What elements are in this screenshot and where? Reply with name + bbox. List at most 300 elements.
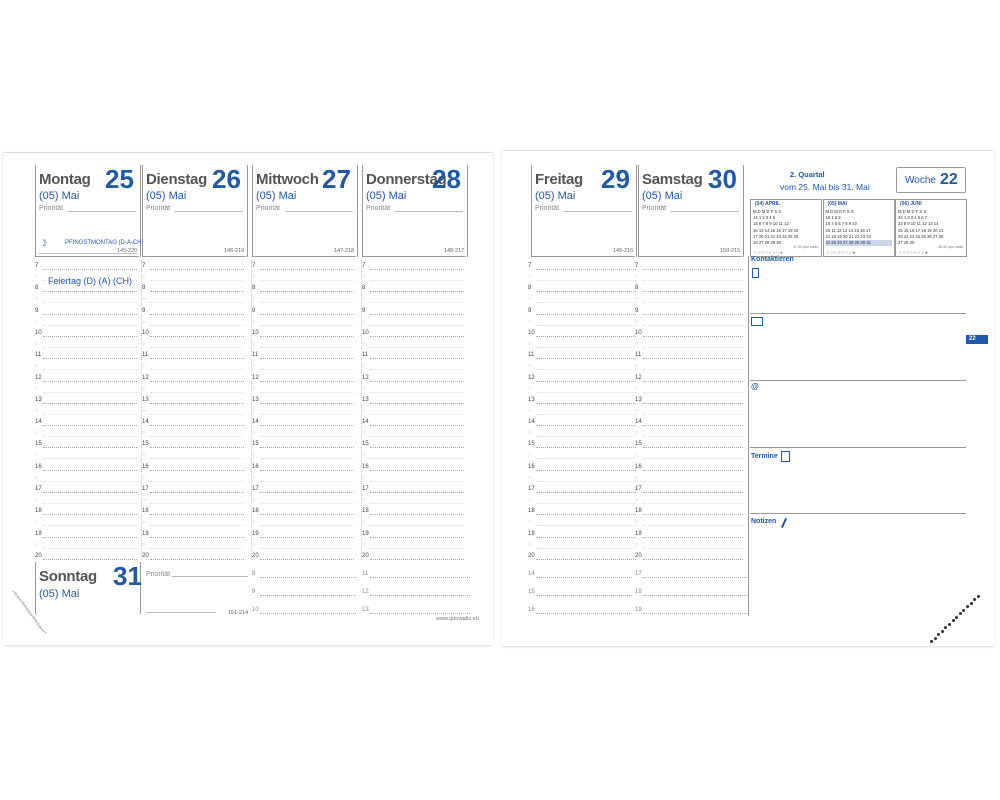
hour-label: 12 xyxy=(528,374,535,381)
hour-line xyxy=(643,559,743,560)
half-hour-mark: ○ xyxy=(252,318,256,325)
day-name: Montag xyxy=(39,171,91,188)
half-hour-line xyxy=(150,481,244,482)
hour-line xyxy=(643,470,743,471)
half-hour-line xyxy=(150,392,244,393)
half-hour-line xyxy=(536,503,636,504)
hour-line xyxy=(370,577,470,578)
hour-line xyxy=(370,269,464,270)
half-hour-mark: ○ xyxy=(362,541,366,548)
half-hour-mark: ○ xyxy=(252,452,256,459)
mini-calendar-title: (06) JUNI xyxy=(900,201,922,207)
mini-calendar-row: 20 11 12 13 14 15 16 17 xyxy=(825,227,871,233)
day-name: Samstag xyxy=(642,171,703,188)
hour-label: 12 xyxy=(142,374,149,381)
half-hour-line xyxy=(643,503,743,504)
half-hour-mark: ○ xyxy=(252,519,256,526)
hour-label: 16 xyxy=(528,607,535,613)
half-hour-line xyxy=(150,503,244,504)
hour-label: 11 xyxy=(142,352,149,359)
hour-line xyxy=(43,514,137,515)
hour-label: 12 xyxy=(362,374,369,381)
hour-label: 17 xyxy=(528,486,535,492)
day-code: 148-217 xyxy=(444,248,465,254)
half-hour-line xyxy=(370,436,464,437)
half-hour-line xyxy=(370,481,464,482)
half-hour-mark: ○ xyxy=(252,340,256,347)
mini-calendar-note: 48-50 quo vadis xyxy=(938,245,963,249)
half-hour-mark: ○ xyxy=(635,430,639,437)
half-hour-line xyxy=(370,525,464,526)
hour-line xyxy=(536,447,636,448)
half-hour-mark: ○ xyxy=(35,541,39,548)
hour-label: 17 xyxy=(635,571,642,577)
hour-line xyxy=(643,613,747,614)
hour-label: 16 xyxy=(362,463,369,470)
week-range: vom 25. Mai bis 31. Mai xyxy=(780,182,870,192)
half-hour-mark: ○ xyxy=(142,296,146,303)
day-name: Dienstag xyxy=(146,171,207,188)
half-hour-mark: ○ xyxy=(362,296,366,303)
half-hour-line xyxy=(150,525,244,526)
hour-label: 8 xyxy=(35,285,39,292)
half-hour-line xyxy=(43,458,137,459)
hour-line xyxy=(43,336,137,337)
half-hour-line xyxy=(260,414,354,415)
half-hour-line xyxy=(150,325,244,326)
half-hour-line xyxy=(536,548,636,549)
hour-label: 15 xyxy=(362,441,369,448)
hour-line xyxy=(150,381,244,382)
half-hour-mark: ○ xyxy=(635,519,639,526)
half-hour-mark: ○ xyxy=(528,519,532,526)
hour-line xyxy=(370,514,464,515)
hour-line xyxy=(370,470,464,471)
half-hour-line xyxy=(643,436,743,437)
mini-calendar-grid xyxy=(826,209,892,246)
spiral-mark xyxy=(941,630,944,633)
day-number: 30 xyxy=(708,164,737,194)
hour-line xyxy=(260,358,354,359)
half-hour-line xyxy=(150,280,244,281)
spiral-mark xyxy=(955,616,958,619)
spiral-mark xyxy=(952,619,955,622)
hour-label: 9 xyxy=(528,307,532,314)
hour-line xyxy=(43,381,137,382)
priority-label: Priorität xyxy=(146,205,171,212)
hour-label: 11 xyxy=(362,571,369,577)
hour-label: 13 xyxy=(635,396,642,403)
hour-line xyxy=(370,537,464,538)
mini-calendar xyxy=(750,199,822,257)
hour-line xyxy=(43,559,137,560)
sunday-prio: Priorität xyxy=(146,571,171,578)
half-hour-mark: ○ xyxy=(362,318,366,325)
hour-label: 7 xyxy=(142,263,146,269)
half-hour-mark: ○ xyxy=(362,497,366,503)
hour-line xyxy=(43,403,137,404)
hour-label: 19 xyxy=(635,530,642,537)
half-hour-mark: ○ xyxy=(142,385,146,392)
day-code: 146-219 xyxy=(224,248,245,254)
half-hour-mark: ○ xyxy=(142,318,146,325)
priority-line xyxy=(564,211,632,212)
hour-line xyxy=(43,492,137,493)
hour-line xyxy=(643,269,743,270)
day-month: (05) Mai xyxy=(642,190,683,202)
hour-line xyxy=(150,269,244,270)
hour-label: 15 xyxy=(528,589,535,595)
hour-label: 20 xyxy=(528,552,535,559)
hour-line xyxy=(150,336,244,337)
hour-line xyxy=(370,492,464,493)
half-hour-mark: ○ xyxy=(35,385,39,392)
mini-calendar-row: 18 27 28 29 30 xyxy=(753,239,781,245)
hour-line xyxy=(536,314,636,315)
hour-line xyxy=(260,514,354,515)
hour-label: 14 xyxy=(252,419,259,426)
half-hour-mark: ○ xyxy=(362,274,366,280)
day-header-bottom xyxy=(252,256,356,257)
hour-label: 17 xyxy=(362,486,369,492)
hour-line xyxy=(150,358,244,359)
hour-label: 9 xyxy=(635,307,639,314)
half-hour-line xyxy=(43,325,137,326)
half-hour-mark: ○ xyxy=(142,497,146,503)
hour-line xyxy=(150,425,244,426)
hour-line xyxy=(150,537,244,538)
hour-line xyxy=(43,314,137,315)
day-number: 27 xyxy=(322,164,351,194)
hour-label: 8 xyxy=(362,285,366,292)
hour-label: 8 xyxy=(142,285,146,292)
hour-label: 16 xyxy=(35,463,42,470)
half-hour-line xyxy=(150,414,244,415)
hour-line xyxy=(643,291,743,292)
hour-line xyxy=(536,514,636,515)
half-hour-line xyxy=(370,280,464,281)
column-separator xyxy=(361,260,362,560)
half-hour-line xyxy=(370,302,464,303)
hour-line xyxy=(150,559,244,560)
half-hour-line xyxy=(536,392,636,393)
hour-label: 11 xyxy=(252,352,259,359)
hour-label: 12 xyxy=(252,374,259,381)
half-hour-mark: ○ xyxy=(252,474,256,481)
notizen-label: Notizen xyxy=(751,518,777,525)
moon-icon: ☽ xyxy=(39,238,48,248)
mini-calendar-title: (05) MAI xyxy=(827,201,847,207)
half-hour-line xyxy=(643,414,743,415)
hour-line xyxy=(43,291,137,292)
half-hour-mark: ○ xyxy=(35,274,39,280)
half-hour-line xyxy=(536,280,636,281)
half-hour-mark: ○ xyxy=(142,474,146,481)
half-hour-line xyxy=(536,302,636,303)
half-hour-mark: ○ xyxy=(142,452,146,459)
hour-line xyxy=(643,314,743,315)
hour-line xyxy=(370,358,464,359)
half-hour-mark: ○ xyxy=(635,296,639,303)
hour-label: 15 xyxy=(252,441,259,448)
day-month: (05) Mai xyxy=(39,190,80,202)
hour-line xyxy=(536,336,636,337)
hour-line xyxy=(260,447,354,448)
hour-label: 19 xyxy=(635,607,642,613)
hour-label: 11 xyxy=(35,352,42,359)
spiral-mark xyxy=(948,623,951,626)
half-hour-line xyxy=(370,325,464,326)
hour-line xyxy=(370,447,464,448)
half-hour-line xyxy=(370,414,464,415)
hour-label: 17 xyxy=(635,486,642,492)
priority-line xyxy=(68,211,136,212)
hour-label: 19 xyxy=(142,530,149,537)
hour-label: 18 xyxy=(35,508,42,515)
hour-label: 14 xyxy=(142,419,149,426)
kontakte-label: Kontaktieren xyxy=(751,256,794,263)
spiral-mark xyxy=(966,605,969,608)
hour-label: 7 xyxy=(528,263,532,269)
hour-label: 10 xyxy=(35,329,42,336)
half-hour-line xyxy=(260,458,354,459)
half-hour-line xyxy=(150,369,244,370)
hour-label: 15 xyxy=(142,441,149,448)
half-hour-line xyxy=(536,436,636,437)
holiday-line xyxy=(39,253,137,254)
hour-line xyxy=(150,492,244,493)
half-hour-mark: ○ xyxy=(635,318,639,325)
hour-line xyxy=(260,613,356,614)
hour-line xyxy=(536,358,636,359)
half-hour-mark: ○ xyxy=(635,541,639,548)
half-hour-line xyxy=(260,347,354,348)
mini-calendar-grid xyxy=(753,209,819,246)
hour-line xyxy=(643,336,743,337)
mini-calendar-row: 14 1 2 3 4 5 xyxy=(753,215,776,221)
quarter-label: 2. Quartal xyxy=(790,170,825,179)
hour-line xyxy=(536,291,636,292)
hour-label: 10 xyxy=(528,329,535,336)
hour-line xyxy=(260,381,354,382)
hour-line xyxy=(370,559,464,560)
half-hour-mark: ○ xyxy=(362,474,366,481)
half-hour-mark: ○ xyxy=(35,296,39,303)
hour-line xyxy=(260,470,354,471)
column-separator xyxy=(251,260,252,560)
half-hour-mark: ○ xyxy=(635,497,639,503)
priority-label: Priorität xyxy=(642,205,667,212)
half-hour-line xyxy=(370,548,464,549)
hour-label: 7 xyxy=(362,263,366,269)
hour-label: 18 xyxy=(252,508,259,515)
column-separator xyxy=(141,260,142,560)
hour-line xyxy=(536,381,636,382)
hour-label: 14 xyxy=(35,419,42,426)
hour-line xyxy=(536,537,636,538)
hour-label: 15 xyxy=(635,441,642,448)
half-hour-mark: ○ xyxy=(528,430,532,437)
hour-label: 9 xyxy=(252,589,256,595)
mini-calendar-row: 17 20 21 22 23 24 25 26 xyxy=(753,233,799,239)
hour-line xyxy=(43,470,137,471)
half-hour-mark: ○ xyxy=(362,385,366,392)
half-hour-line xyxy=(536,325,636,326)
hour-line xyxy=(536,269,636,270)
woche-label: Woche xyxy=(905,175,936,186)
spiral-mark xyxy=(934,637,937,640)
day-month: (05) Mai xyxy=(366,190,407,202)
hour-label: 8 xyxy=(528,285,532,292)
hour-label: 16 xyxy=(252,463,259,470)
hour-line xyxy=(43,537,137,538)
half-hour-line xyxy=(260,525,354,526)
hour-line xyxy=(43,269,137,270)
hour-line xyxy=(150,447,244,448)
hour-line xyxy=(150,291,244,292)
hour-line xyxy=(643,358,743,359)
half-hour-mark: ○ xyxy=(362,452,366,459)
hour-line xyxy=(43,425,137,426)
hour-line xyxy=(260,269,354,270)
hour-line xyxy=(370,595,470,596)
half-hour-mark: ○ xyxy=(528,497,532,503)
hour-line xyxy=(536,613,632,614)
hour-label: 20 xyxy=(635,552,642,559)
half-hour-mark: ○ xyxy=(362,407,366,414)
half-hour-mark: ○ xyxy=(528,318,532,325)
half-hour-mark: ○ xyxy=(35,340,39,347)
half-hour-line xyxy=(43,392,137,393)
day-number: 26 xyxy=(212,164,241,194)
priority-label: Priorität xyxy=(535,205,560,212)
half-hour-mark: ○ xyxy=(528,474,532,481)
half-hour-line xyxy=(643,369,743,370)
sunday-month: (05) Mai xyxy=(39,588,80,600)
hour-line xyxy=(643,403,743,404)
hour-label: 18 xyxy=(528,508,535,515)
hour-label: 10 xyxy=(362,329,369,336)
hour-line xyxy=(370,381,464,382)
hour-label: 19 xyxy=(362,530,369,537)
hour-line xyxy=(370,425,464,426)
half-hour-line xyxy=(643,458,743,459)
hour-label: 18 xyxy=(142,508,149,515)
hour-label: 14 xyxy=(362,419,369,426)
spiral-mark xyxy=(977,595,980,598)
moon-phases: ○○○○○○○● xyxy=(754,250,784,255)
hour-label: 16 xyxy=(635,463,642,470)
day-header-bottom xyxy=(362,256,466,257)
woche-num: 22 xyxy=(940,171,958,188)
half-hour-line xyxy=(260,280,354,281)
hour-line xyxy=(643,595,747,596)
feiertag-label: Feiertag (D) (A) (CH) xyxy=(48,276,133,286)
mini-calendar-row: 16 13 14 15 16 17 18 19 xyxy=(753,227,799,233)
hour-label: 9 xyxy=(252,307,256,314)
hour-line xyxy=(643,425,743,426)
half-hour-mark: ○ xyxy=(252,274,256,280)
hour-label: 11 xyxy=(362,352,369,359)
hour-line xyxy=(150,314,244,315)
hour-line xyxy=(643,381,743,382)
half-hour-line xyxy=(260,302,354,303)
hour-line xyxy=(260,492,354,493)
half-hour-line xyxy=(643,548,743,549)
half-hour-mark: ○ xyxy=(252,296,256,303)
half-hour-mark: ○ xyxy=(252,541,256,548)
day-header-bottom xyxy=(142,256,246,257)
mini-calendar-row: M D M D F S S xyxy=(825,209,854,214)
hour-label: 13 xyxy=(362,607,369,613)
hour-label: 10 xyxy=(252,607,259,613)
half-hour-mark: ○ xyxy=(362,519,366,526)
priority-label: Priorität xyxy=(366,205,391,212)
half-hour-line xyxy=(643,525,743,526)
mini-calendar-note: 47-50 quo vadis xyxy=(793,245,818,249)
clipboard-icon xyxy=(781,451,790,462)
half-hour-line xyxy=(43,481,137,482)
half-hour-mark: ○ xyxy=(362,363,366,370)
sunday-code: 151-214 xyxy=(228,610,249,616)
hour-line xyxy=(643,514,743,515)
day-header-bottom xyxy=(35,256,139,257)
half-hour-line xyxy=(43,347,137,348)
half-hour-line xyxy=(260,481,354,482)
half-hour-mark: ○ xyxy=(528,296,532,303)
day-header-bottom xyxy=(531,256,635,257)
day-month: (05) Mai xyxy=(535,190,576,202)
hour-line xyxy=(150,470,244,471)
website: www.quovadis.eu xyxy=(436,616,479,622)
hour-line xyxy=(260,559,354,560)
hour-line xyxy=(536,577,632,578)
half-hour-mark: ○ xyxy=(35,363,39,370)
priority-line xyxy=(395,211,463,212)
half-hour-mark: ○ xyxy=(252,363,256,370)
mini-calendar-row: 23 1 2 3 4 5 6 7 xyxy=(898,215,928,221)
mini-calendar-title: (04) APRIL xyxy=(755,201,781,207)
hour-label: 19 xyxy=(252,530,259,537)
hour-line xyxy=(150,403,244,404)
half-hour-mark: ○ xyxy=(35,452,39,459)
hour-label: 18 xyxy=(362,508,369,515)
half-hour-mark: ○ xyxy=(142,274,146,280)
mini-calendar-row: 15 6 7 8 9 10 11 12 xyxy=(753,221,789,227)
half-hour-line xyxy=(260,436,354,437)
mini-calendar-row: 25 15 16 17 18 19 20 21 xyxy=(898,227,944,233)
hour-label: 18 xyxy=(635,589,642,595)
mini-calendar xyxy=(895,199,967,257)
half-hour-line xyxy=(43,525,137,526)
moon-phases: ○○○○○○○● xyxy=(899,250,929,255)
hour-line xyxy=(260,291,354,292)
sunday-name: Sonntag xyxy=(39,568,97,585)
hour-label: 13 xyxy=(142,396,149,403)
half-hour-mark: ○ xyxy=(142,340,146,347)
spiral-mark xyxy=(930,640,933,643)
hour-line xyxy=(536,470,636,471)
half-hour-mark: ○ xyxy=(252,385,256,392)
half-hour-line xyxy=(260,392,354,393)
half-hour-mark: ○ xyxy=(35,318,39,325)
hour-line xyxy=(643,537,743,538)
hour-label: 7 xyxy=(635,263,639,269)
half-hour-line xyxy=(150,548,244,549)
half-hour-line xyxy=(536,481,636,482)
half-hour-mark: ○ xyxy=(528,340,532,347)
half-hour-mark: ○ xyxy=(35,407,39,414)
